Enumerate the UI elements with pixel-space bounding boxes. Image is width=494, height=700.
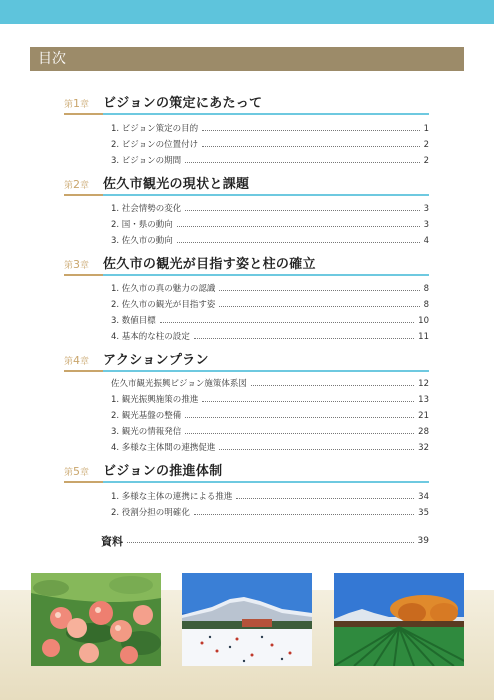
leader-dots	[202, 130, 419, 131]
leader-dots	[219, 290, 419, 291]
peach-orchard-photo	[31, 573, 161, 666]
toc-entry[interactable]	[111, 426, 429, 438]
chapter-title: 佐久市観光の現状と課題	[103, 177, 250, 192]
entry-label: 1. 観光振興施策の推進	[111, 395, 199, 405]
chapter-rule	[103, 194, 429, 196]
chapter-rule-accent	[64, 481, 103, 483]
entry-page: 32	[418, 443, 429, 453]
chapter-rule	[103, 370, 429, 372]
leader-dots	[160, 322, 414, 323]
entry-page: 2	[423, 156, 429, 166]
leader-dots	[236, 498, 414, 499]
toc-entry[interactable]	[111, 283, 429, 295]
chapter-title: アクションプラン	[103, 353, 209, 368]
appendix-page: 39	[417, 535, 429, 546]
chapter-rule-accent	[64, 113, 103, 115]
toc-title: 目次	[38, 51, 66, 67]
chapter-number: 第1章	[64, 97, 90, 110]
chapter-number: 第3章	[64, 258, 90, 271]
chapter-rule	[103, 274, 429, 276]
entry-page: 1	[423, 124, 429, 134]
entry-label: 3. ビジョンの期間	[111, 156, 182, 166]
chapter-1-heading[interactable]	[64, 95, 429, 112]
entry-label: 1. 社会情勢の変化	[111, 204, 182, 214]
entry-label: 佐久市観光振興ビジョン施策体系図	[111, 379, 247, 389]
leader-dots	[177, 242, 420, 243]
chapter-title: ビジョンの策定にあたって	[103, 96, 263, 111]
entry-page: 11	[418, 332, 429, 342]
toc-entry[interactable]	[111, 123, 429, 135]
chapter-number: 第4章	[64, 354, 90, 367]
toc-entry[interactable]	[111, 315, 429, 327]
leader-dots	[251, 385, 414, 386]
entry-label: 2. 観光基盤の整備	[111, 411, 182, 421]
top-color-bar	[0, 0, 494, 24]
entry-page: 8	[423, 284, 429, 294]
chapter-rule	[103, 113, 429, 115]
leader-dots	[219, 306, 419, 307]
entry-label: 4. 基本的な柱の設定	[111, 332, 190, 342]
chapter-title: ビジョンの推進体制	[103, 464, 223, 479]
chapter-5-heading[interactable]	[64, 463, 429, 480]
entry-page: 4	[423, 236, 429, 246]
entry-label: 2. 国・県の動向	[111, 220, 173, 230]
toc-entry[interactable]	[111, 410, 429, 422]
toc-entry[interactable]	[111, 491, 429, 503]
entry-page: 35	[418, 508, 429, 518]
appendix-label: 資料	[101, 534, 123, 548]
entry-page: 21	[418, 411, 429, 421]
leader-dots	[219, 449, 414, 450]
appendix-entry[interactable]	[101, 533, 429, 548]
leader-dots	[202, 401, 414, 402]
entry-label: 1. 多様な主体の連携による推進	[111, 492, 233, 502]
entry-page: 2	[423, 140, 429, 150]
ski-resort-photo	[182, 573, 312, 666]
chapter-4-heading[interactable]	[64, 352, 429, 369]
entry-page: 3	[423, 220, 429, 230]
leader-dots	[177, 226, 420, 227]
toc-entry[interactable]	[111, 235, 429, 247]
chapter-number: 第5章	[64, 465, 90, 478]
entry-label: 1. 佐久市の真の魅力の認識	[111, 284, 216, 294]
leader-dots	[185, 162, 419, 163]
chapter-rule	[103, 481, 429, 483]
entry-page: 10	[418, 316, 429, 326]
entry-label: 3. 佐久市の動向	[111, 236, 173, 246]
entry-page: 12	[418, 379, 429, 389]
entry-page: 8	[423, 300, 429, 310]
leader-dots	[194, 338, 414, 339]
entry-page: 28	[418, 427, 429, 437]
farmland-photo	[334, 573, 464, 666]
entry-label: 2. 役割分担の明確化	[111, 508, 190, 518]
leader-dots	[202, 146, 419, 147]
toc-entry[interactable]	[111, 507, 429, 519]
chapter-3-heading[interactable]	[64, 256, 429, 273]
entry-label: 2. 佐久市の観光が目指す姿	[111, 300, 216, 310]
leader-dots	[194, 514, 414, 515]
chapter-2-heading[interactable]	[64, 176, 429, 193]
toc-heading	[30, 47, 464, 71]
entry-page: 34	[418, 492, 429, 502]
chapter-rule-accent	[64, 194, 103, 196]
toc-entry[interactable]	[111, 331, 429, 343]
leader-dots	[127, 542, 414, 543]
leader-dots	[185, 417, 414, 418]
toc-entry[interactable]	[111, 378, 429, 390]
toc-entry[interactable]	[111, 203, 429, 215]
toc-entry[interactable]	[111, 219, 429, 231]
toc-entry[interactable]	[111, 155, 429, 167]
entry-label: 3. 観光の情報発信	[111, 427, 182, 437]
leader-dots	[185, 433, 414, 434]
toc-entry[interactable]	[111, 442, 429, 454]
chapter-rule-accent	[64, 274, 103, 276]
chapter-number: 第2章	[64, 178, 90, 191]
entry-label: 3. 数値目標	[111, 316, 156, 326]
entry-label: 2. ビジョンの位置付け	[111, 140, 199, 150]
entry-label: 1. ビジョン策定の目的	[111, 124, 199, 134]
toc-entry[interactable]	[111, 299, 429, 311]
toc-entry[interactable]	[111, 394, 429, 406]
leader-dots	[185, 210, 419, 211]
chapter-rule-accent	[64, 370, 103, 372]
chapter-title: 佐久市の観光が目指す姿と柱の確立	[103, 257, 316, 272]
toc-entry[interactable]	[111, 139, 429, 151]
entry-page: 3	[423, 204, 429, 214]
entry-page: 13	[418, 395, 429, 405]
entry-label: 4. 多様な主体間の連携促進	[111, 443, 216, 453]
